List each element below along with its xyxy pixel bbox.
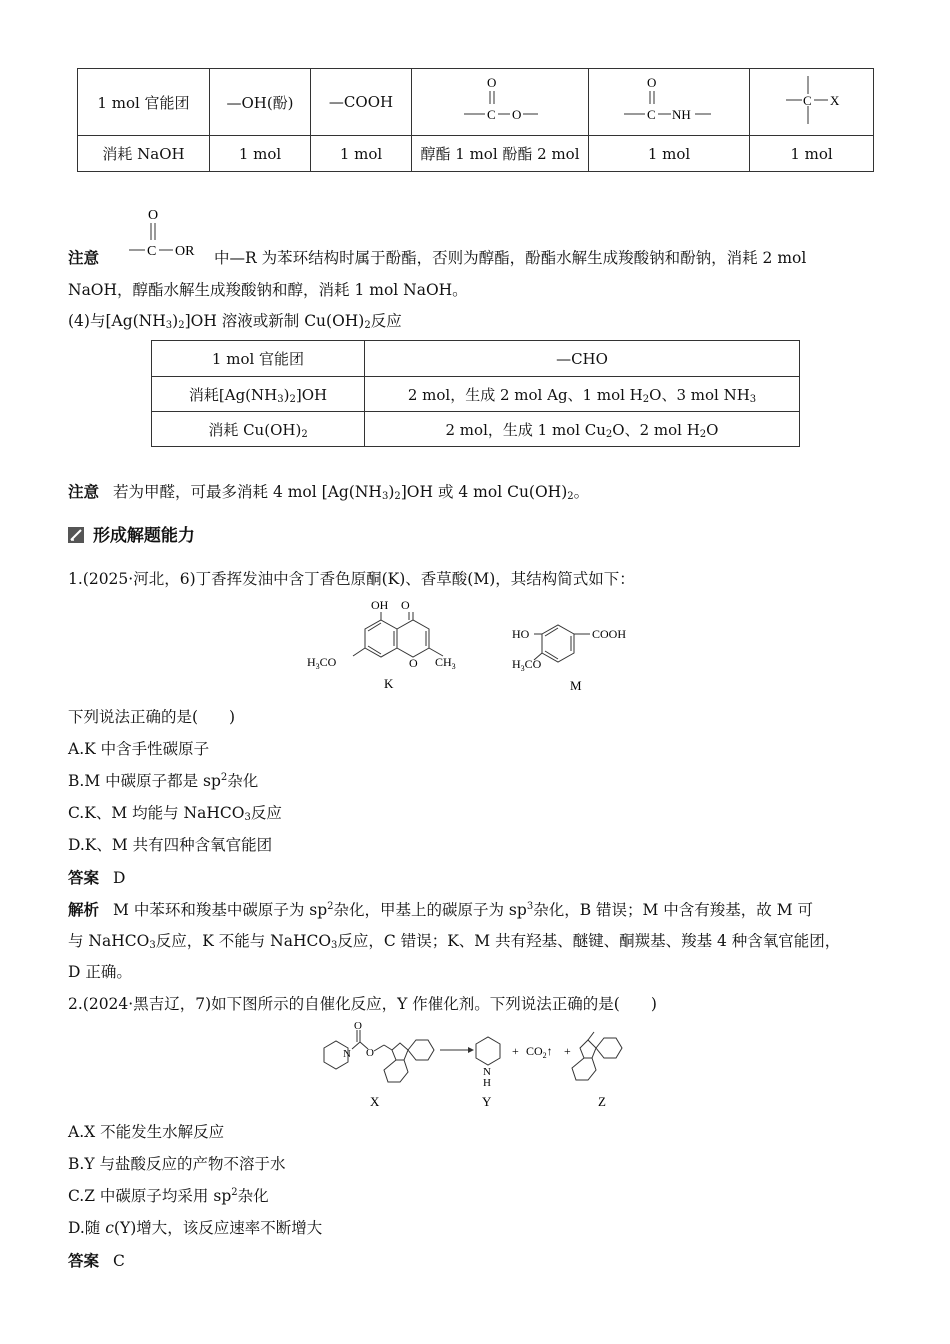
pencil-icon (68, 527, 84, 543)
ester-or-structure (125, 202, 210, 262)
m-name: M (570, 678, 582, 693)
note1-struct-or: OR (175, 244, 195, 259)
amide-structure (589, 70, 749, 130)
ester-o2: O (512, 107, 522, 122)
q1-stem: 1.(2025·河北，6)丁香挥发油中含丁香色原酮(K)、香草酸(M)，其结构简式如下： (68, 570, 635, 588)
naoh-table (77, 68, 874, 172)
ester-c: C (487, 107, 496, 122)
table1-header-cell: 1 mol 官能团 (78, 69, 210, 136)
answer-label: 答案 (68, 869, 100, 887)
q1-option-b: B.M 中碳原子都是 $sp^2$杂化 (68, 772, 259, 790)
note1-text-a: 中—R 为苯环结构时属于酚酯，否则为醇酯，酚酯水解生成羧酸钠和酚钠，消耗 2 mol (214, 249, 807, 267)
table2-header-cell: —CHO (365, 341, 800, 377)
table1-header-cell: —OH(酚) (210, 69, 311, 136)
plus-1: + (512, 1044, 519, 1058)
table1-header-ester (412, 69, 589, 136)
q1-option-c: C.K、M 均能与 NaHCO$_3$反应 (68, 804, 282, 823)
aldehyde-table (151, 340, 800, 447)
halide-structure (758, 70, 866, 130)
label-z: Z (598, 1094, 606, 1109)
q1-answer: 答案 D (68, 869, 126, 887)
q2-answer: 答案 C (68, 1252, 125, 1270)
section4-title: (4)与$[Ag(NH_3)_2]OH$ 溶液或新制 $Cu(OH)_2$反应 (68, 312, 402, 331)
note1-struct-c: C (147, 244, 157, 259)
table1-cell: 1 mol (210, 136, 311, 172)
q2-option-a: A.X 不能发生水解反应 (68, 1123, 225, 1141)
k-ch3: $CH_3$ (435, 655, 456, 671)
k-oh: OH (371, 598, 389, 612)
answer-label: 答案 (68, 1252, 100, 1270)
structure-m (508, 610, 643, 694)
q1-analysis-line2: 与 NaHCO$_3$反应，K 不能与 NaHCO$_3$反应，C 错误；K、M 共有羟基、醚键、酮羰基、羧基 4 种含氧官能团， (68, 932, 841, 951)
m-ho: HO (512, 627, 530, 641)
note2-label: 注意 (68, 483, 100, 501)
q1-prompt: 下列说法正确的是( ) (68, 708, 236, 726)
q2-option-c: C.Z 中碳原子均采用 $sp^2$杂化 (68, 1187, 269, 1205)
analysis-label: 解析 (68, 901, 100, 919)
halide-x: X (829, 93, 839, 108)
table1-cell: 消耗 NaOH (78, 136, 210, 172)
table1-cell: 1 mol (750, 136, 874, 172)
x-n: N (343, 1048, 351, 1060)
plus-2: + (564, 1044, 571, 1058)
q1-option-d: D.K、M 共有四种含氧官能团 (68, 836, 273, 854)
table1-header-cell: —COOH (311, 69, 412, 136)
q1-analysis-line1: 解析 M 中苯环和羧基中碳原子为 $sp^2$杂化，甲基上的碳原子为 $sp^3$杂化，B 错误；M 中含有羧基，故 M 可 (68, 901, 814, 919)
table2-header-cell: 1 mol 官能团 (152, 341, 365, 377)
k-h3co: $H_3CO$ (307, 655, 337, 671)
ester-structure (412, 70, 588, 130)
q1-analysis-line3: D 正确。 (68, 963, 132, 981)
table2-cell: 消耗$[Ag(NH_3)_2]OH$ (152, 377, 365, 412)
table2-cell: 2 mol，生成 2 mol Ag、1 mol $H_2O$、3 mol $NH_3$ (365, 377, 800, 412)
y-n: N (483, 1066, 491, 1078)
m-cooh: COOH (592, 627, 627, 641)
label-x: X (370, 1094, 380, 1109)
structure-k (305, 594, 470, 694)
y-h: H (483, 1077, 491, 1089)
note2: 注意 若为甲醛，可最多消耗 4 mol $[Ag(NH_3)_2]OH$ 或 4 mol $Cu(OH)_2$。 (68, 483, 590, 502)
ester-o: O (487, 75, 497, 90)
m-h3co: $H_3CO$ (512, 657, 542, 673)
table1-header-halide (750, 69, 874, 136)
note1-struct-o: O (148, 208, 159, 223)
table1-cell: 1 mol (589, 136, 750, 172)
amide-nh: NH (672, 107, 691, 122)
q1-option-a: A.K 中含手性碳原子 (68, 740, 210, 758)
q2-option-d: D.随 c(Y)增大，该反应速率不断增大 (68, 1219, 323, 1237)
note1-text-b: NaOH，醇酯水解生成羧酸钠和醇，消耗 1 mol NaOH。 (68, 281, 468, 299)
q2-stem: 2.(2024·黑吉辽，7)如下图所示的自催化反应，Y 作催化剂。下列说法正确的是( ) (68, 995, 657, 1013)
table1-header-amide (589, 69, 750, 136)
k-ring-o: O (409, 656, 418, 670)
reaction-scheme (312, 1018, 642, 1113)
q2-option-b: B.Y 与盐酸反应的产物不溶于水 (68, 1155, 286, 1173)
x-o-ether: O (366, 1047, 374, 1059)
amide-c: C (647, 107, 656, 122)
section-heading: 形成解题能力 (68, 521, 195, 546)
k-o-top: O (401, 598, 410, 612)
x-o-carbonyl: O (354, 1020, 362, 1032)
table2-cell: 消耗 $Cu(OH)_2$ (152, 412, 365, 447)
table2-cell: 2 mol，生成 1 mol $Cu_2O$、2 mol $H_2O$ (365, 412, 800, 447)
halide-c: C (802, 93, 812, 108)
table1-cell: 醇酯 1 mol 酚酯 2 mol (412, 136, 589, 172)
label-y: Y (482, 1094, 492, 1109)
table1-cell: 1 mol (311, 136, 412, 172)
note1-label: 注意 (68, 249, 100, 267)
k-name: K (384, 676, 394, 691)
co2-label: $CO_2↑$ (526, 1044, 553, 1060)
amide-o: O (647, 75, 657, 90)
